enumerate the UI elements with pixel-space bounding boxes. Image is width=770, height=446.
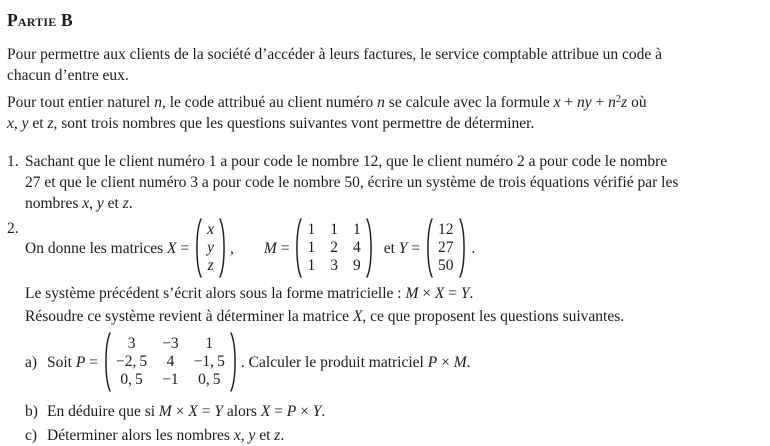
sub-item-c: [25, 425, 765, 446]
matrix-paren-left: [103, 332, 111, 392]
item-number: 2.: [7, 220, 19, 237]
matrix-cell: 1: [307, 257, 316, 274]
matrix-cell: −3: [162, 335, 179, 352]
matrix-X: [194, 218, 227, 278]
list-item-1: [7, 151, 765, 214]
matrix-paren-left: [425, 218, 433, 278]
item-body: [25, 151, 765, 214]
text-line: Le système précédent s’écrit alors sous la forme matricielle : M × X = Y.: [25, 285, 474, 302]
text-line: Pour permettre aux clients de la société d’accéder à leurs factures, le service comptable attribue un code à: [7, 46, 662, 63]
matrix-P: [103, 332, 238, 392]
text-segment: .: [471, 239, 476, 257]
section-title: Partie B: [7, 10, 73, 30]
text-line: Sachant que le client numéro 1 a pour code le nombre 12, que le client numéro 2 a pour code le nombre: [25, 153, 668, 170]
text-line: nombres x, y et z.: [25, 195, 133, 212]
matrix-paren-right: [230, 332, 238, 392]
matrix-cell: −1: [162, 371, 179, 388]
text-segment: M =: [263, 239, 290, 257]
sub-item-a: [25, 332, 765, 392]
list-item-2: [7, 218, 765, 446]
text-line: 27 et que le client numéro 3 a pour code le nombre 50, écrire un système de trois équations vérifié par les: [25, 174, 679, 191]
matrix-cell: 0, 5: [120, 371, 143, 388]
matrix-paren-right: [459, 218, 467, 278]
matrix-cell: −2, 5: [115, 353, 148, 370]
matrix-Y: [425, 218, 467, 278]
matrix-cell: y: [207, 239, 215, 256]
sub-item-label: c): [25, 427, 38, 444]
text-segment: et Y =: [383, 239, 421, 257]
matrix-paren-right: [219, 218, 227, 278]
matrix-cell: 27: [438, 239, 454, 256]
matrix-cell: 1: [352, 221, 361, 238]
matrix-cells: [111, 332, 230, 392]
matrix-cells: [302, 218, 365, 278]
matrix-cell: −1, 5: [193, 353, 225, 370]
matrix-cell: 2: [330, 239, 338, 256]
matrix-paren-right: [366, 218, 374, 278]
text-segment: Soit P =: [47, 353, 98, 371]
sub-item-label: a): [25, 353, 38, 371]
sub-item-body: [47, 332, 470, 392]
matrix-cell: z: [207, 257, 214, 274]
matrix-cells: [202, 218, 219, 278]
matrix-cell: 4: [352, 239, 361, 256]
text-line: En déduire que si M × X = Y alors X = P × Y.: [47, 403, 326, 420]
matrix-cell: x: [207, 221, 215, 238]
matrix-cell: 1: [307, 239, 316, 256]
text-line: x, y et z, sont trois nombres que les questions suivantes vont permettre de déterminer.: [7, 115, 535, 132]
paragraph-formula: [7, 92, 765, 134]
matrix-cell: 1: [330, 221, 338, 238]
sub-item-b: [25, 401, 765, 422]
text-segment: ,: [230, 239, 234, 257]
text-line: Déterminer alors les nombres x, y et z.: [47, 427, 285, 444]
paragraph-intro: [7, 44, 765, 86]
matrix-cell: 1: [205, 335, 214, 352]
matrix-cell: 50: [438, 257, 454, 274]
matrix-cell: 12: [438, 221, 454, 238]
matrix-M: [294, 218, 373, 278]
matrix-cells: [433, 218, 459, 278]
item-body: [25, 218, 765, 446]
text-line: chacun d’entre eux.: [7, 67, 129, 84]
matrix-cell: 0, 5: [198, 371, 221, 388]
text-segment: On donne les matrices X =: [25, 239, 190, 257]
item-number: 1.: [7, 153, 19, 170]
sub-item-label: b): [25, 403, 38, 420]
matrix-cell: 4: [166, 353, 175, 370]
matrix-cell: 3: [127, 335, 136, 352]
matrix-cell: 1: [307, 221, 316, 238]
matrix-cell: 9: [352, 257, 361, 274]
matrix-definition-line: [25, 218, 765, 278]
text-segment: . Calculer le produit matriciel P × M.: [240, 353, 471, 371]
matrix-paren-left: [294, 218, 302, 278]
text-line: Résoudre ce système revient à déterminer la matrice X, ce que proposent les questions suivantes.: [25, 308, 625, 325]
matrix-paren-left: [194, 218, 202, 278]
matrix-cell: 3: [330, 257, 338, 274]
text-line: Pour tout entier naturel n, le code attribué au client numéro n se calcule avec la formule x + ny + $n^2z$ où: [7, 94, 647, 111]
